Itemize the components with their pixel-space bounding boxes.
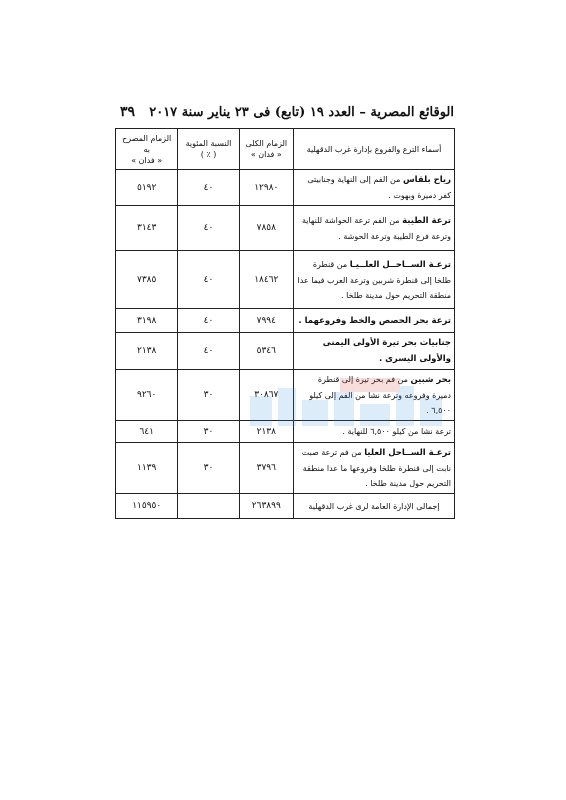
total-area-cell: ٢١٣٨ [239,421,293,443]
percentage-cell: ٣٠ [178,443,239,494]
total-area-cell: ٥٣٤٦ [239,333,293,370]
total-label-cell: إجمالى الإدارة العامة لرى غرب الدقهلية [294,494,455,519]
canal-name-cell: ترعـة الســاحــل العلــيـا من قنطرة طلخا إلى قنطرة شربين وترعة العرب فيما عدا منطقة التحريم حول مدينة طلخا . [294,251,455,309]
percentage-cell: ٤٠ [178,251,239,309]
percentage-cell: ٤٠ [178,333,239,370]
table-row [116,251,455,309]
grand-total-area-cell: ٢٦٣٨٩٩ [239,494,293,519]
table-row [116,333,455,370]
col-header-percentage: النسبة المئوية ( ٪ ) [178,129,239,170]
canal-name-cell: جنابيات بحر تيرة الأولى اليمنى والأولى اليسرى . [294,333,455,370]
page-header [120,103,454,121]
grand-percentage-cell [178,494,239,519]
table-row [116,309,455,333]
allowed-area-cell: ٣١٤٣ [116,206,178,251]
canals-table [115,128,455,519]
total-area-cell: ١٨٤٦٢ [239,251,293,309]
table-header-row [116,129,455,170]
grand-allowed-area-cell: ١١٥٩٥٠ [116,494,178,519]
allowed-area-cell: ٢١٣٨ [116,333,178,370]
table-total-row [116,494,455,519]
allowed-area-cell: ٣١٩٨ [116,309,178,333]
allowed-area-cell: ٦٤١ [116,421,178,443]
table-row [116,443,455,494]
canal-name-cell: ترعة الطيبة من الفم ترعة الحواشة للنهاية وترعة فرع الطيبة وترعة الحوشة . [294,206,455,251]
percentage-cell: ٤٠ [178,309,239,333]
total-area-cell: ٧٨٥٨ [239,206,293,251]
percentage-cell: ٤٠ [178,206,239,251]
allowed-area-cell: ٧٣٨٥ [116,251,178,309]
col-header-name: أسماء الترع والفروع بإدارة غرب الدقهلية [294,129,455,170]
page-number: ٣٩ [120,104,136,120]
percentage-cell: ٤٠ [178,170,239,206]
table-row [116,370,455,421]
table-row [116,421,455,443]
percentage-cell: ٣٠ [178,421,239,443]
gazette-title: الوقائع المصرية – العدد ١٩ (تابع) فى ٢٣ يناير سنة ٢٠١٧ [149,104,454,120]
total-area-cell: ٣٠٨٦٧ [239,370,293,421]
table-row [116,170,455,206]
canal-name-cell: بحر شبين من فم بحر تيرة إلى قنطرة دميرة وفروعه وترعة نشا من الفم إلى كيلو ٦,٥٠٠ . [294,370,455,421]
table-row [116,206,455,251]
allowed-area-cell: ٩٢٦٠ [116,370,178,421]
canal-name-cell: ترعـة الســاحل العليا من فم ترعة صبت نابت إلى قنطرة طلخا وفروعها ما عدا منطقة التحريم حول مدينة طلخا . [294,443,455,494]
total-area-cell: ٧٩٩٤ [239,309,293,333]
total-area-cell: ١٢٩٨٠ [239,170,293,206]
total-area-cell: ٣٧٩٦ [239,443,293,494]
canal-name-cell: ترعة نشا من كيلو ٦,٥٠٠ للنهاية . [294,421,455,443]
allowed-area-cell: ٥١٩٢ [116,170,178,206]
col-header-allowed: الزمام المصرح به « فدان » [116,129,178,170]
allowed-area-cell: ١١٣٩ [116,443,178,494]
canal-name-cell: ترعة بحر الحصص والخط وفروعهما . [294,309,455,333]
col-header-total: الزمام الكلى « فدان » [239,129,293,170]
canal-name-cell: رياح بلقاس من الفم إلى النهاية وجنابيتى كفر دميرة وبهوت . [294,170,455,206]
percentage-cell: ٣٠ [178,370,239,421]
